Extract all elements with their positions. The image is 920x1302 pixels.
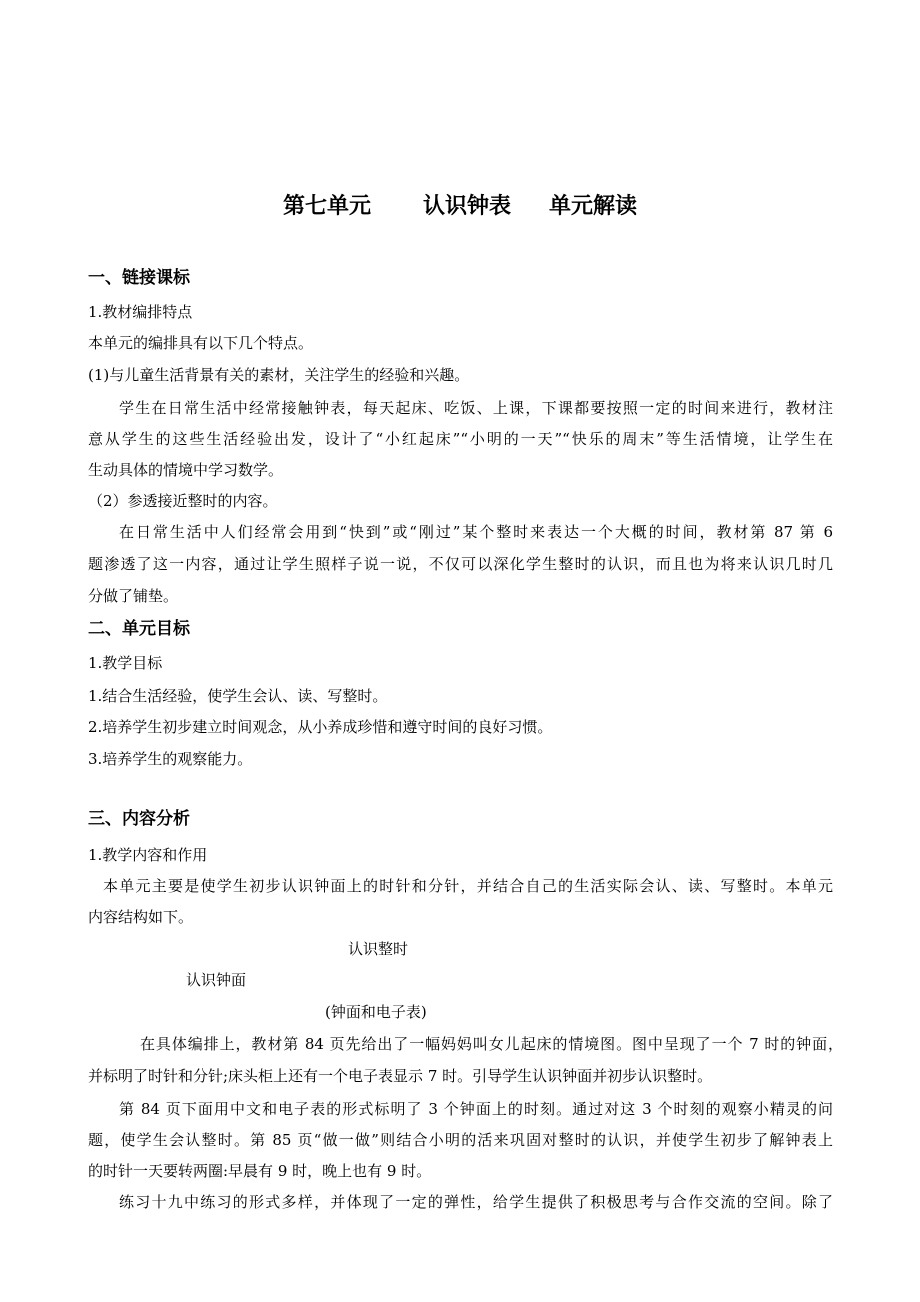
paragraph-line: 意从学生的这些生活经验出发，设计了“小红起床”“小明的一天”“快乐的周末”等生活情境，让学生在 (88, 430, 833, 448)
paragraph-line: 本单元主要是使学生初步认识钟面上的时针和分针，并结合自己的生活实际会认、读、写整时。本单元 (103, 877, 833, 895)
section-heading-2: 二、单元目标 (88, 619, 190, 639)
paragraph: (1)与儿童生活背景有关的素材，关注学生的经验和兴趣。 (88, 366, 470, 384)
paragraph-line: 练习十九中练习的形式多样，并体现了一定的弹性，给学生提供了积极思考与合作交流的空间。除了 (119, 1193, 833, 1211)
paragraph-line: 题渗透了这一内容，通过让学生照样子说一说，不仅可以深化学生整时的认识，而且也为将来认识几时几 (88, 555, 833, 573)
title-subtitle: 单元解读 (549, 194, 638, 219)
section-heading-3: 三、内容分析 (88, 809, 190, 829)
title-unit: 第七单元 (282, 194, 371, 219)
paragraph-line: 的时针一天要转两圈:早晨有 9 时，晚上也有 9 时。 (88, 1162, 432, 1180)
paragraph-line: 生动具体的情境中学习数学。 (88, 461, 284, 479)
structure-node-clock-types: (钟面和电子表) (325, 1003, 427, 1021)
paragraph-line: 学生在日常生活中经常接触钟表，每天起床、吃饭、上课，下课都要按照一定的时间来进行，教材注 (119, 399, 833, 417)
document-title (0, 193, 920, 221)
title-topic: 认识钟表 (422, 194, 511, 219)
paragraph-line: 并标明了时针和分针;床头柜上还有一个电子表显示 7 时。引导学生认识钟面并初步认识整时。 (88, 1067, 713, 1085)
paragraph-line: 内容结构如下。 (88, 908, 194, 926)
structure-node-clock-face: 认识钟面 (186, 971, 247, 989)
goal-item: 2.培养学生初步建立时间观念，从小养成珍惜和遵守时间的良好习惯。 (88, 718, 553, 736)
paragraph: （2）参透接近整时的内容。 (88, 492, 278, 510)
paragraph: 本单元的编排具有以下几个特点。 (88, 334, 314, 352)
paragraph-line: 第 84 页下面用中文和电子表的形式标明了 3 个钟面上的时刻。通过对这 3 个时刻的观察小精灵的问 (119, 1100, 833, 1118)
paragraph-line: 分做了铺垫。 (88, 587, 179, 605)
subheading-features: 1.教材编排特点 (88, 303, 193, 321)
subheading-goals: 1.教学目标 (88, 654, 163, 672)
subheading-content: 1.教学内容和作用 (88, 846, 208, 864)
paragraph-line: 在日常生活中人们经常会用到“快到”或“刚过”某个整时来表达一个大概的时间，教材第 87 第 6 (119, 523, 833, 541)
structure-node-whole-hour: 认识整时 (348, 940, 409, 958)
goal-item: 1.结合生活经验，使学生会认、读、写整时。 (88, 687, 388, 705)
goal-item: 3.培养学生的观察能力。 (88, 750, 253, 768)
paragraph-line: 在具体编排上，教材第 84 页先给出了一幅妈妈叫女儿起床的情境图。图中呈现了一个 7 时的钟面， (140, 1035, 843, 1053)
paragraph-line: 题，使学生会认整时。第 85 页“做一做”则结合小明的活来巩固对整时的认识，并使学生初步了解钟表上 (88, 1131, 833, 1149)
section-heading-1: 一、链接课标 (88, 268, 190, 288)
